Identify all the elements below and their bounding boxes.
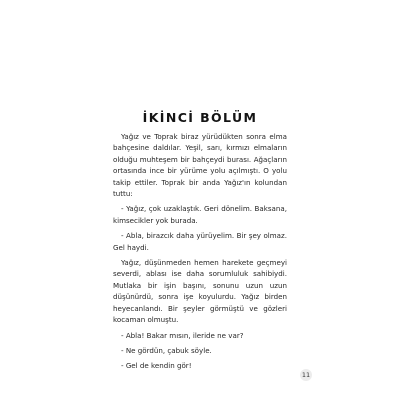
paragraph: - Yağız, çok uzaklaştık. Geri dönelim. Baksana, kimsecikler yok burada. (113, 204, 287, 225)
paragraph: - Abla! Bakar mısın, ileride ne var? (121, 330, 244, 340)
paragraph: Yağız, düşünmeden hemen harekete geçmeyi severdi, ablası ise daha sorumluluk sahibiydi. Mutlaka bir işin başını, sonunu uzun uzun düşünürdü, sonra işe koyulurdu. Yağız birden heyecanlandı. Bir şeyler görmüştü ve gözleri kocaman olmuştu. (113, 258, 287, 325)
paragraph: - Ne gördün, çabuk söyle. (121, 345, 212, 355)
paragraph: Yağız ve Toprak biraz yürüdükten sonra elma bahçesine daldılar. Yeşil, sarı, kırmızı elmaların olduğu muhteşem bir bahçeydi burası. Ağaçların ortasında ince bir yürüme yolu açılmıştı. O yolu takip ettiler. Toprak bir anda Yağız'ın kolundan tuttu: (113, 132, 287, 199)
chapter-title: İKİNCİ BÖLÜM (142, 110, 258, 125)
chapter-body (113, 131, 287, 376)
page-number: 11 (301, 371, 311, 379)
paragraph: - Abla, birazcık daha yürüyelim. Bir şey olmaz. Gel haydi. (113, 231, 287, 252)
paragraph: - Gel de kendin gör! (121, 361, 192, 371)
